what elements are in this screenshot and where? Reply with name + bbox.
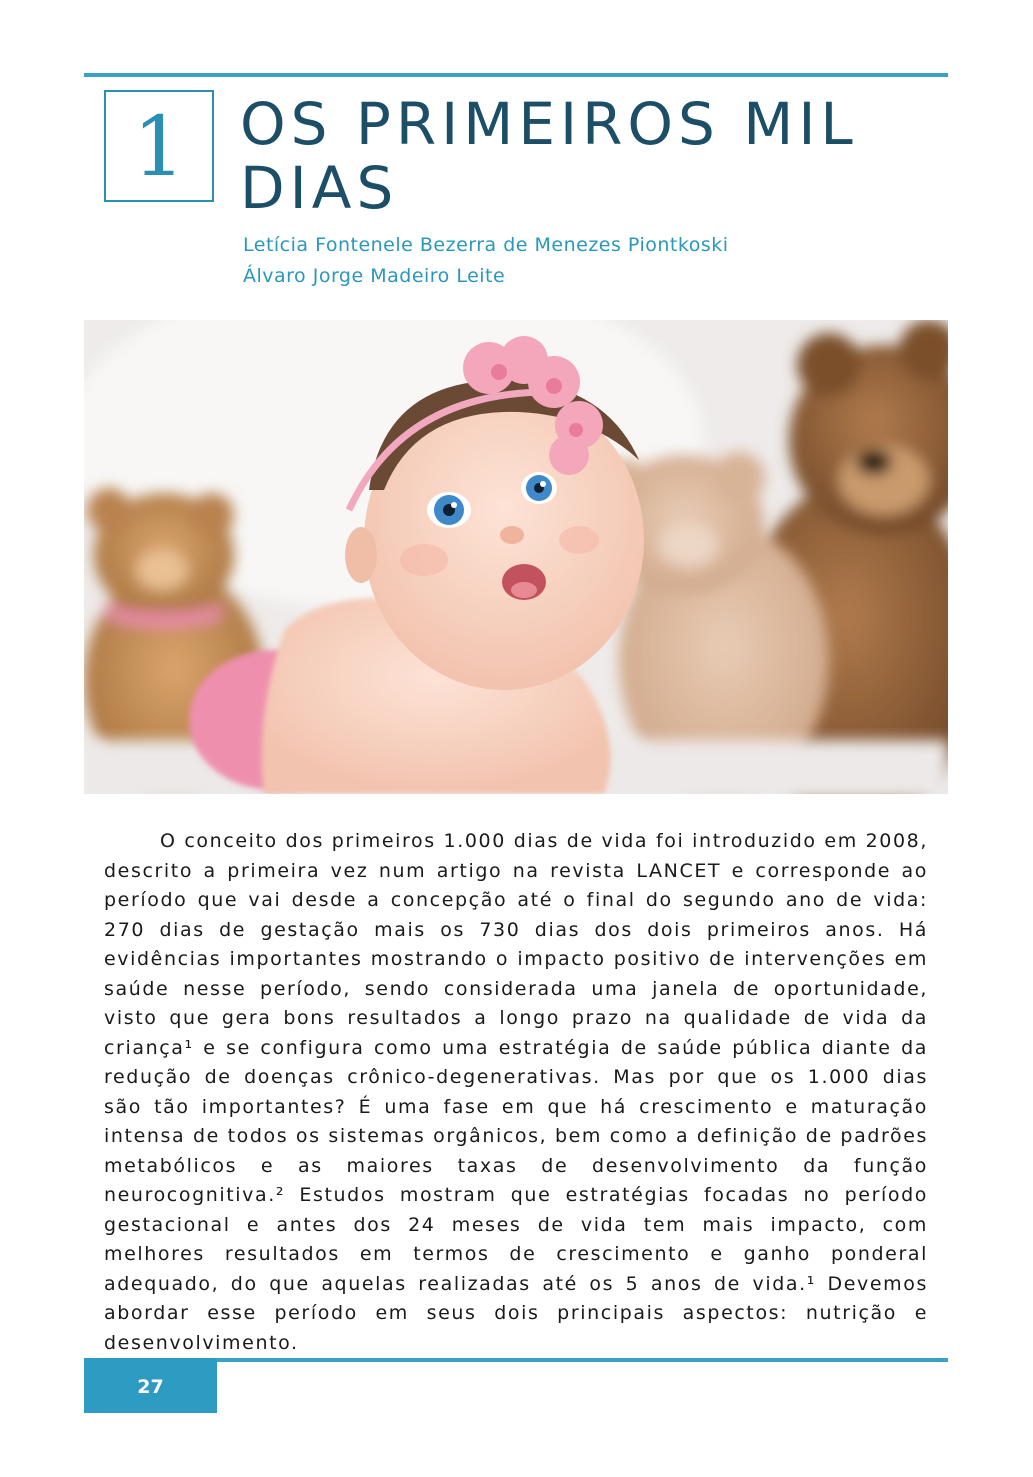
top-rule (84, 73, 948, 77)
author-name: Álvaro Jorge Madeiro Leite (243, 265, 506, 287)
baby-with-teddy-bears-photo (84, 320, 948, 794)
chapter-title: OS PRIMEIROS MIL DIAS (240, 90, 858, 222)
page-number-box (84, 1358, 217, 1413)
chapter-number: 1 (132, 100, 186, 195)
photo-illustration (84, 320, 948, 794)
page-number: 27 (137, 1376, 164, 1398)
body-paragraph: O conceito dos primeiros 1.000 dias de vida foi introduzido em 2008, descrito a primeira vez num artigo na revista LANCET e corresponde ao período que vai desde a concepção até o final do segundo ano de vida: 270 dias de gestação mais os 730 dias dos dois primeiros anos. Há evidências importantes mostrando o impacto positivo de intervenções em saúde nesse período, sendo considerada uma janela de oportunidade, visto que gera bons resultados a longo prazo na qualidade de vida da criança¹ e se configura como uma estratégia de saúde pública diante da redução de doenças crônico-degenerativas. Mas por que os 1.000 dias são tão importantes? É uma fase em que há crescimento e maturação intensa de todos os sistemas orgânicos, bem como a definição de padrões metabólicos e as maiores taxas de desenvolvimento da função neurocognitiva.² Estudos mostram que estratégias focadas no período gestacional e antes dos 24 meses de vida tem mais impacto, com melhores resultados em termos de crescimento e ganho ponderal adequado, do que aquelas realizadas até os 5 anos de vida.¹ Devemos abordar esse período em seus dois principais aspectos: nutrição e desenvolvimento. (104, 830, 928, 1354)
chapter-number-box (104, 90, 214, 202)
author-list (243, 230, 729, 292)
author-name: Letícia Fontenele Bezerra de Menezes Piontkoski (243, 234, 729, 256)
